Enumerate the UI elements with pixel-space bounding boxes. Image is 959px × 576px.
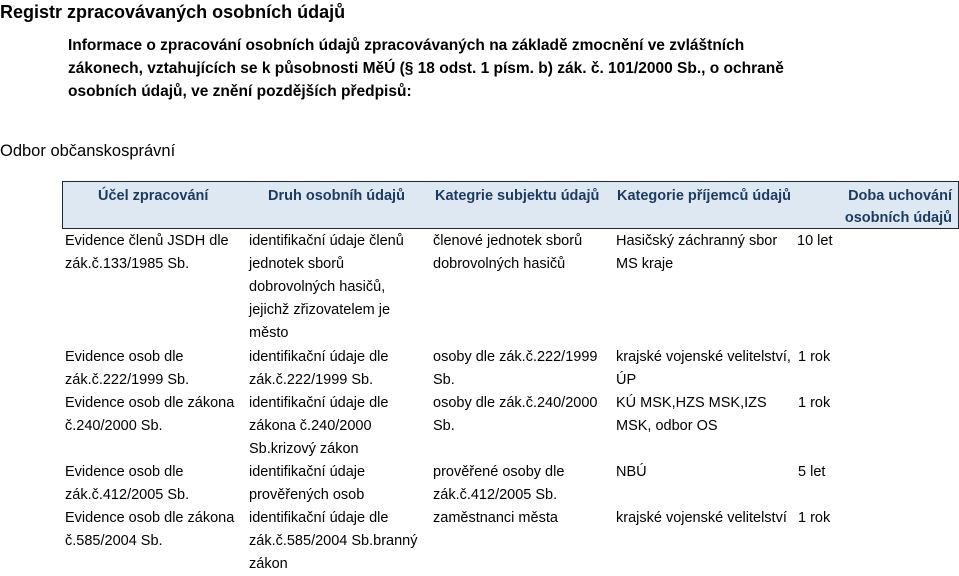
- table-cell: osoby dle zák.č.240/2000 Sb.: [433, 395, 598, 434]
- table-cell: Evidence osob dle zák.č.222/1999 Sb.: [65, 349, 190, 388]
- table-cell: 10 let: [797, 233, 833, 249]
- table-cell: 1 rok: [798, 395, 831, 411]
- table-cell: osoby dle zák.č.222/1999 Sb.: [433, 349, 598, 388]
- table-cell: identifikační údaje dle zákona č.240/2000 Sb.krizový zákon: [249, 395, 389, 457]
- table-cell: Evidence osob dle zákona č.240/2000 Sb.: [65, 395, 235, 434]
- header-cell: Kategrie subjektu údajů: [435, 188, 600, 204]
- table-cell: členové jednotek sborů dobrovolných hasičů: [433, 233, 583, 272]
- table-row: [62, 507, 959, 576]
- table-cell: Evidence členů JSDH dle zák.č.133/1985 Sb.: [65, 233, 229, 272]
- table-cell: identifikační údaje dle zák.č.585/2004 Sb.branný zákon: [249, 510, 418, 572]
- intro-text: Informace o zpracování osobních údajů zpracovávaných na základě zmocnění ve zvláštních zákonech, vztahujících se k působnosti MěÚ (§ 18 odst. 1 písm. b) zák. č. 101/2000 Sb., o ochraně osobních údajů, ve znění pozdějších předpisů:: [68, 37, 784, 100]
- registry-table: [62, 181, 959, 576]
- table-cell: Evidence osob dle zák.č.412/2005 Sb.: [65, 464, 190, 503]
- table-cell: krajské vojenské velitelství, ÚP: [616, 349, 791, 388]
- table-cell: NBÚ: [616, 464, 647, 480]
- table-header: [62, 181, 959, 229]
- table-row: [62, 346, 959, 392]
- table-row: [62, 461, 959, 507]
- table-cell: Hasičský záchranný sbor MS kraje: [616, 233, 778, 272]
- table-cell: 5 let: [798, 464, 826, 480]
- department-heading: Odbor občanskosprávní: [0, 142, 176, 160]
- table-cell: prověřené osoby dle zák.č.412/2005 Sb.: [433, 464, 565, 503]
- header-cell: Druh osobníh údajů: [268, 188, 405, 204]
- table-row: [62, 230, 959, 346]
- table-cell: identifikační údaje prověřených osob: [249, 464, 366, 503]
- table-cell: krajské vojenské velitelství: [616, 510, 787, 526]
- page-title: Registr zpracovávaných osobních údajů: [0, 2, 346, 22]
- table-cell: 1 rok: [798, 510, 831, 526]
- table-cell: identifikační údaje dle zák.č.222/1999 Sb.: [249, 349, 389, 388]
- table-cell: identifikační údaje členů jednotek sborů dobrovolných hasičů, jejichž zřizovatelem je město: [249, 233, 404, 341]
- header-cell: Kategorie příjemců údajů: [617, 188, 792, 204]
- table-cell: KÚ MSK,HZS MSK,IZS MSK, odbor OS: [616, 395, 767, 434]
- table-row: [62, 392, 959, 461]
- header-cell: Účel zpracování: [98, 188, 209, 204]
- header-cell: Doba uchování osobních údajů: [844, 188, 952, 226]
- table-cell: Evidence osob dle zákona č.585/2004 Sb.: [65, 510, 235, 549]
- table-cell: 1 rok: [798, 349, 831, 365]
- table-cell: zaměstnanci města: [433, 510, 558, 526]
